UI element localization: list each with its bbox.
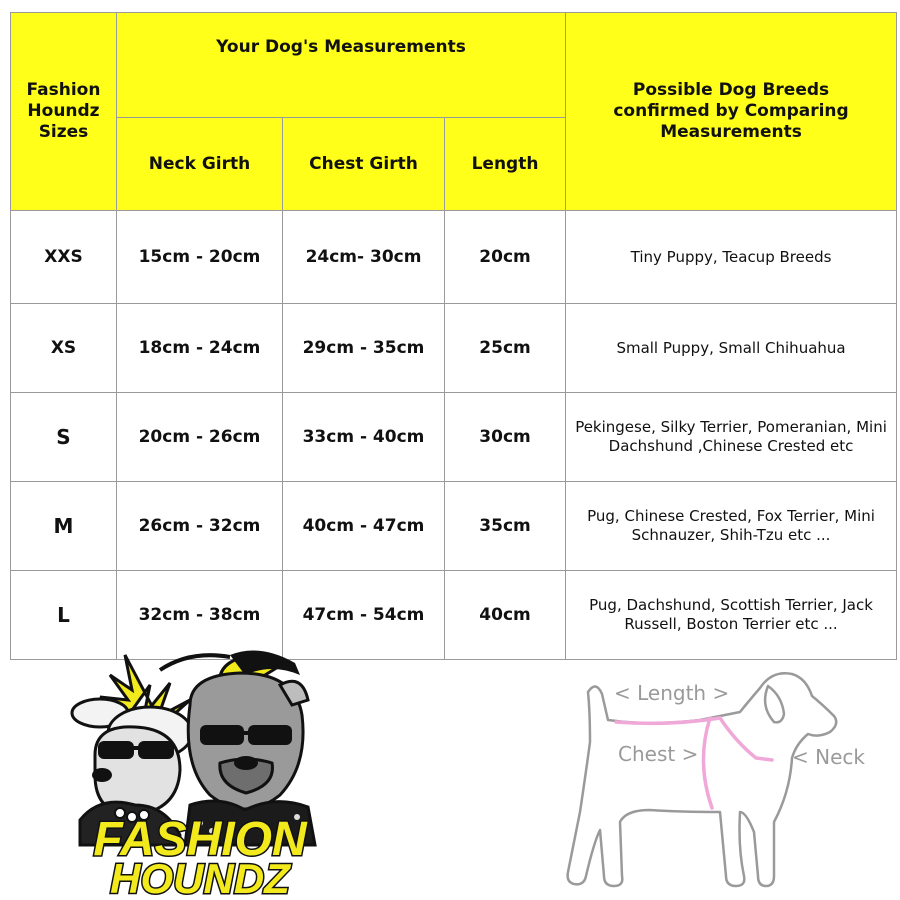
logo-word-fashion: FASHION	[93, 813, 307, 866]
table-row	[11, 304, 897, 393]
size-cell: M	[11, 482, 117, 571]
chest-label: Chest >	[618, 742, 699, 766]
measurements-group-header-text: Your Dog's Measurements	[216, 37, 466, 57]
dog-outline-icon	[568, 673, 837, 886]
neck-girth-header	[117, 118, 283, 211]
length-cell: 35cm	[445, 482, 566, 571]
size-cell: L	[11, 571, 117, 660]
length-cell: 25cm	[445, 304, 566, 393]
measurement-diagram	[560, 662, 880, 894]
length-header	[445, 118, 566, 211]
neck-girth-cell: 32cm - 38cm	[117, 571, 283, 660]
fashion-houndz-logo	[40, 645, 360, 897]
chest-girth-header	[283, 118, 445, 211]
breeds-column-header-text: Possible Dog Breeds confirmed by Comparing Measurements	[613, 80, 849, 142]
length-cell: 30cm	[445, 393, 566, 482]
size-cell: XXS	[11, 211, 117, 304]
neck-girth-header-text: Neck Girth	[148, 153, 251, 174]
logo-word-houndz: HOUNDZ	[110, 855, 290, 897]
neck-girth-cell: 18cm - 24cm	[117, 304, 283, 393]
size-cell: S	[11, 393, 117, 482]
chest-girth-cell: 24cm- 30cm	[283, 211, 445, 304]
length-cell: 40cm	[445, 571, 566, 660]
breeds-cell: Tiny Puppy, Teacup Breeds	[566, 211, 897, 304]
table-row	[11, 393, 897, 482]
breeds-cell: Pug, Dachshund, Scottish Terrier, Jack Russell, Boston Terrier etc ...	[566, 571, 897, 660]
length-label: < Length >	[614, 681, 730, 705]
chest-girth-header-text: Chest Girth	[309, 153, 418, 174]
neck-girth-cell: 15cm - 20cm	[117, 211, 283, 304]
chest-girth-cell: 33cm - 40cm	[283, 393, 445, 482]
breeds-column-header	[566, 13, 897, 211]
size-column-header	[11, 13, 117, 211]
chest-girth-cell: 47cm - 54cm	[283, 571, 445, 660]
chest-girth-cell: 29cm - 35cm	[283, 304, 445, 393]
neck-girth-cell: 26cm - 32cm	[117, 482, 283, 571]
table-row	[11, 482, 897, 571]
breeds-cell: Pug, Chinese Crested, Fox Terrier, Mini Schnauzer, Shih-Tzu etc ...	[566, 482, 897, 571]
length-header-text: Length	[471, 153, 539, 174]
measurements-group-header	[117, 13, 566, 118]
size-chart-table	[10, 12, 897, 660]
table-row	[11, 211, 897, 304]
breeds-cell: Pekingese, Silky Terrier, Pomeranian, Mini Dachshund ,Chinese Crested etc	[566, 393, 897, 482]
chest-girth-cell: 40cm - 47cm	[283, 482, 445, 571]
length-cell: 20cm	[445, 211, 566, 304]
breeds-cell: Small Puppy, Small Chihuahua	[566, 304, 897, 393]
neck-label: < Neck	[792, 745, 865, 769]
size-cell: XS	[11, 304, 117, 393]
header-row-1	[11, 13, 897, 118]
neck-girth-cell: 20cm - 26cm	[117, 393, 283, 482]
size-column-header-text: Fashion Houndz Sizes	[26, 80, 101, 142]
